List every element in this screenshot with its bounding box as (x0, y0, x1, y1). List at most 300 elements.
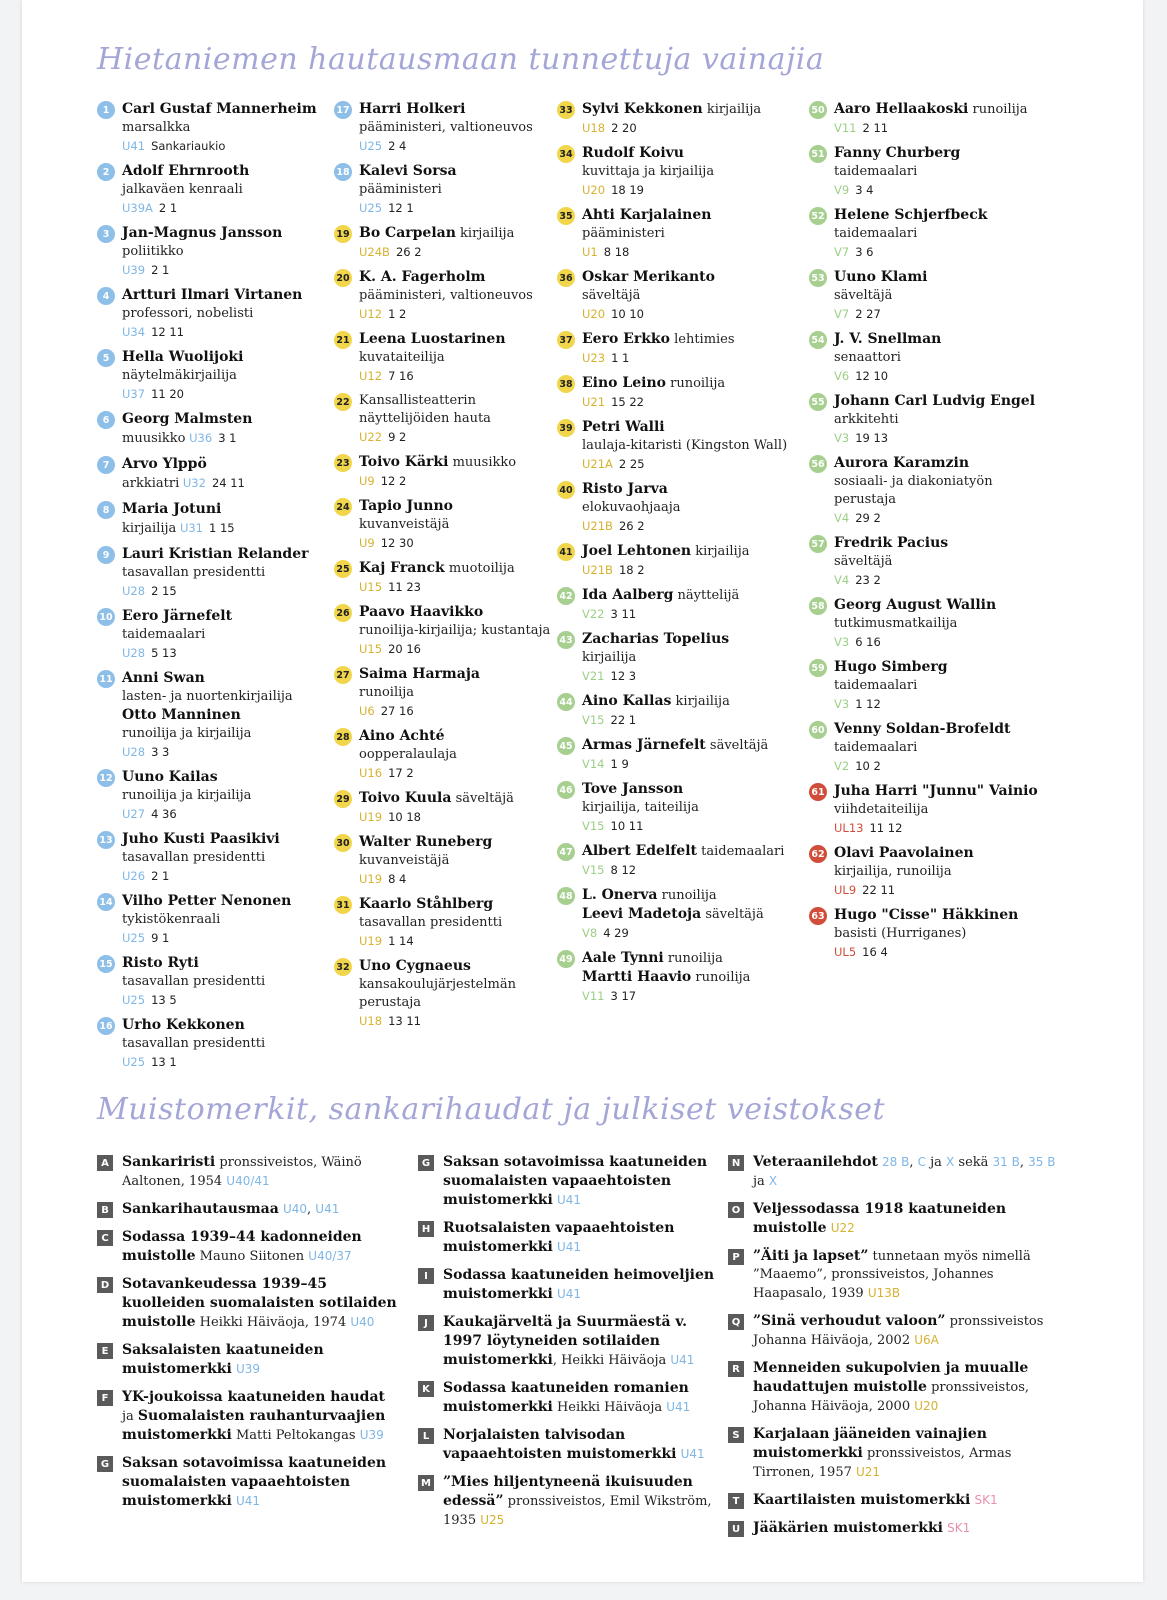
grave-entry[interactable] (557, 886, 802, 942)
person-occupation: kirjailija (460, 226, 515, 241)
grave-number-badge: 15 (97, 955, 115, 973)
grave-entry[interactable] (557, 100, 802, 137)
memorial-title: Veteraanilehdot (753, 1154, 878, 1170)
person-name: Johann Carl Ludvig Engel (834, 393, 1036, 409)
memorial-entry[interactable] (418, 1266, 718, 1304)
memorial-detail: pronssiveistos Johanna Häiväoja, 2002 (753, 1314, 1044, 1348)
person-name: K. A. Fagerholm (359, 269, 486, 285)
grave-text (834, 144, 960, 199)
memorial-entry[interactable] (728, 1247, 1058, 1303)
grave-entry[interactable] (97, 607, 322, 662)
grave-row-number: 26 2 (618, 519, 645, 533)
memorial-entry[interactable] (728, 1425, 1058, 1482)
grave-entry[interactable] (557, 542, 802, 579)
name-line (359, 100, 533, 119)
memorial-detail: , Heikki Häiväoja (552, 1353, 671, 1368)
block-code: V11 (834, 121, 857, 135)
grave-row-number: 10 11 (610, 819, 644, 833)
grave-entry[interactable] (334, 665, 552, 720)
block-code: U41 (556, 1287, 582, 1301)
grave-number-badge: 21 (334, 331, 352, 349)
block-code: U41 (122, 139, 146, 153)
memorial-title: Sodassa 1939–44 kadonneiden muistolle (122, 1229, 362, 1264)
name-line (834, 392, 1035, 411)
block-code: UL5 (834, 945, 857, 959)
memorial-title: Kaartilaisten muistomerkki (753, 1492, 971, 1508)
grave-row-number: 3 6 (855, 245, 874, 259)
name-line (359, 453, 516, 472)
block-code: U34 (122, 325, 146, 339)
person-occupation: taidemaalari (701, 844, 785, 859)
person-name: Tapio Junno (359, 498, 453, 514)
grave-entry[interactable] (557, 949, 802, 1005)
grave-number-badge: 31 (334, 896, 352, 914)
grave-number-badge: 60 (809, 721, 827, 739)
grave-row-number: 13 1 (151, 1055, 177, 1069)
block-code: V7 (834, 245, 850, 259)
memorial-entry[interactable] (728, 1491, 1058, 1510)
grave-entry[interactable] (809, 454, 1039, 527)
person-occupation: senaattori (834, 350, 901, 365)
memorial-text (443, 1219, 718, 1257)
grave-location (359, 367, 506, 385)
grave-row-number: 1 14 (388, 934, 414, 948)
memorial-entry[interactable] (97, 1200, 397, 1219)
grave-entry[interactable] (334, 603, 552, 658)
memorial-entry[interactable] (418, 1153, 718, 1210)
person-occupation: kuvanveistäjä (359, 517, 450, 532)
memorial-letter-badge: L (418, 1428, 434, 1444)
name-line (122, 224, 282, 243)
person-occupation: tutkimusmatkailija (834, 616, 958, 631)
block-code: U22 (830, 1221, 855, 1235)
memorial-title: ”Mies hiljentyneenä ikuisuuden edessä” (443, 1474, 693, 1509)
grave-row-number: 26 2 (395, 245, 422, 259)
block-code: U39 (235, 1362, 261, 1376)
grave-entry[interactable] (809, 392, 1039, 447)
person-occupation: runoilija (661, 888, 717, 903)
block-code: U36 (189, 431, 213, 445)
memorial-entry[interactable] (97, 1153, 397, 1191)
person-name: Otto Manninen (122, 707, 241, 723)
grave-number-badge: 34 (557, 145, 575, 163)
memorial-title: Saksan sotavoimissa kaatuneiden suomalaisten vapaaehtoisten muistomerkki (122, 1455, 387, 1509)
grave-text (834, 454, 1039, 527)
memorial-title: Sodassa kaatuneiden heimoveljien muistomerkki (443, 1267, 715, 1302)
grave-location (582, 181, 714, 199)
person-name: Zacharias Topelius (582, 631, 730, 647)
grave-entry[interactable] (97, 1016, 322, 1071)
memorial-entry[interactable] (418, 1426, 718, 1464)
memorial-title: Norjalaisten talvisodan vapaaehtoisten muistomerkki (443, 1427, 677, 1462)
grave-entry[interactable] (97, 410, 322, 448)
grave-entry[interactable] (97, 545, 322, 600)
grave-text (834, 268, 927, 323)
memorial-entry[interactable] (728, 1153, 1058, 1191)
grave-entry[interactable] (97, 768, 322, 823)
memorial-letter-badge: G (418, 1155, 434, 1171)
grave-location (359, 932, 502, 950)
person-name: Rudolf Koivu (582, 145, 684, 161)
grave-text (359, 497, 453, 552)
grave-location (359, 808, 514, 826)
block-code: X (946, 1155, 955, 1169)
block-code: V8 (582, 926, 598, 940)
grave-entry[interactable] (334, 268, 552, 323)
grave-entry[interactable] (334, 330, 552, 385)
name-line (834, 906, 1018, 925)
grave-number-badge: 32 (334, 958, 352, 976)
memorial-entry[interactable] (418, 1379, 718, 1417)
section-title-memorials: Muistomerkit, sankarihaudat ja julkiset veistokset (97, 1092, 886, 1127)
person-occupation: lasten- ja nuortenkirjailija (122, 689, 293, 704)
grave-entry[interactable] (557, 780, 802, 835)
grave-location (122, 429, 252, 448)
person-occupation: runoilija (972, 102, 1028, 117)
person-occupation: laulaja-kitaristi (Kingston Wall) (582, 438, 788, 453)
grave-entry[interactable] (809, 844, 1039, 899)
grave-row-number: 2 27 (855, 307, 881, 321)
grave-text (359, 603, 550, 658)
grave-entry[interactable] (97, 500, 322, 538)
grave-number-badge: 23 (334, 454, 352, 472)
person-name: Eino Leino (582, 375, 666, 391)
block-code: U41 (666, 1400, 691, 1414)
grave-entry[interactable] (557, 480, 802, 535)
grave-location (122, 1053, 265, 1071)
grave-row-number: 4 36 (151, 807, 177, 821)
grave-entry[interactable] (557, 418, 802, 473)
grave-row-number: 3 1 (218, 431, 237, 445)
block-code: V22 (582, 607, 605, 621)
grave-row-number: 10 2 (855, 759, 881, 773)
block-code: V4 (834, 573, 850, 587)
name-line (834, 100, 1028, 119)
grave-entry[interactable] (557, 330, 802, 367)
grave-entry[interactable] (557, 630, 802, 685)
block-code: SK1 (947, 1521, 971, 1535)
grave-entry[interactable] (557, 206, 802, 261)
person-name: L. Onerva (582, 887, 658, 903)
grave-entry[interactable] (809, 206, 1039, 261)
grave-number-badge: 19 (334, 225, 352, 243)
person-name: Oskar Merikanto (582, 269, 715, 285)
person-occupation: runoilija ja kirjailija (122, 726, 252, 741)
name-line (122, 830, 280, 849)
grave-text (834, 844, 974, 899)
name-line (359, 665, 480, 684)
grave-number-badge: 37 (557, 331, 575, 349)
grave-entry[interactable] (334, 453, 552, 490)
person-name: Vilho Petter Nenonen (122, 893, 292, 909)
block-code: U39 (122, 263, 146, 277)
grave-entry[interactable] (97, 954, 322, 1009)
block-code: U20 (582, 307, 606, 321)
grave-number-badge: 53 (809, 269, 827, 287)
grave-location (834, 881, 974, 899)
grave-text (582, 842, 784, 879)
grave-number-badge: 11 (97, 670, 115, 688)
grave-entry[interactable] (557, 374, 802, 411)
memorial-entry[interactable] (728, 1312, 1058, 1350)
memorial-entry[interactable] (97, 1275, 397, 1332)
block-code: U9 (359, 536, 375, 550)
grave-entry[interactable] (809, 534, 1039, 589)
person-name: Uuno Klami (834, 269, 928, 285)
grave-text (582, 268, 715, 323)
grave-number-badge: 2 (97, 163, 115, 181)
person-occupation: runoilija-kirjailija; kustantaja (359, 623, 551, 638)
grave-row-number: 8 12 (610, 863, 637, 877)
person-name: Ida Aalberg (582, 587, 674, 603)
grave-text (122, 348, 243, 403)
grave-row-number: 27 16 (380, 704, 414, 718)
grave-entry[interactable] (334, 559, 552, 596)
name-line (834, 596, 996, 615)
grave-number-badge: 3 (97, 225, 115, 243)
memorial-text (753, 1153, 1058, 1191)
block-code: UL9 (834, 883, 857, 897)
grave-location (834, 181, 960, 199)
grave-text (359, 162, 457, 217)
grave-row-number: 24 11 (211, 476, 245, 490)
person-occupation: arkkiatri (122, 476, 180, 491)
grave-entry[interactable] (809, 782, 1039, 837)
person-name: Albert Edelfelt (582, 843, 697, 859)
person-occupation: basisti (Hurriganes) (834, 926, 967, 941)
grave-location (122, 474, 245, 493)
grave-entry[interactable] (97, 162, 322, 217)
memorial-entry[interactable] (418, 1219, 718, 1257)
grave-row-number: 12 30 (380, 536, 414, 550)
memorial-text (753, 1359, 1058, 1416)
block-code: U41 (556, 1240, 582, 1254)
grave-location (834, 509, 1039, 527)
memorial-detail: pronssiveistos, Wäinö Aaltonen, 1954 (122, 1155, 362, 1189)
person-occupation: muotoilija (448, 561, 515, 576)
grave-location (359, 428, 552, 446)
grave-number-badge: 41 (557, 543, 575, 561)
grave-text (122, 286, 302, 341)
memorial-text (753, 1519, 970, 1538)
grave-row-number: 17 2 (388, 766, 414, 780)
memorial-entry[interactable] (97, 1341, 397, 1379)
name-line (122, 286, 302, 305)
grave-text (359, 727, 457, 782)
grave-row-number: 8 18 (603, 245, 630, 259)
grave-number-badge: 47 (557, 843, 575, 861)
name-line (359, 727, 457, 746)
name-line (582, 905, 764, 924)
grave-location (122, 743, 293, 761)
grave-location (582, 305, 715, 323)
block-code: U21 (582, 395, 606, 409)
name-line (122, 892, 291, 911)
grave-row-number: 22 11 (862, 883, 896, 897)
grave-entry[interactable] (809, 658, 1039, 713)
grave-entry[interactable] (334, 392, 552, 446)
person-occupation: sosiaali- ja diakoniatyön perustaja (834, 474, 993, 507)
memorial-entry[interactable] (97, 1228, 397, 1266)
name-line (359, 497, 453, 516)
grave-entry[interactable] (334, 224, 552, 261)
grave-entry[interactable] (809, 330, 1039, 385)
block-code: X (768, 1174, 778, 1188)
grave-entry[interactable] (809, 720, 1039, 775)
person-name: Joel Lehtonen (582, 543, 692, 559)
grave-text (834, 392, 1035, 447)
grave-entry[interactable] (334, 100, 552, 155)
grave-text (122, 830, 280, 885)
grave-row-number: 9 1 (151, 931, 170, 945)
grave-entry[interactable] (334, 789, 552, 826)
person-name: Leena Luostarinen (359, 331, 506, 347)
grave-entry[interactable] (97, 892, 322, 947)
grave-entry[interactable] (557, 736, 802, 773)
grave-row-number: 2 25 (618, 457, 645, 471)
grave-number-badge: 30 (334, 834, 352, 852)
grave-number-badge: 52 (809, 207, 827, 225)
name-line (582, 206, 711, 225)
grave-entry[interactable] (557, 144, 802, 199)
grave-location (834, 757, 1011, 775)
grave-text (582, 542, 750, 579)
memorial-text (122, 1228, 397, 1266)
grave-row-number: 19 13 (855, 431, 889, 445)
grave-entry[interactable] (334, 833, 552, 888)
person-name: Risto Jarva (582, 481, 668, 497)
person-occupation: pääministeri (359, 182, 442, 197)
grave-entry[interactable] (809, 268, 1039, 323)
grave-location (359, 199, 457, 217)
grave-text (582, 586, 739, 623)
grave-entry[interactable] (557, 842, 802, 879)
block-code: U19 (359, 872, 383, 886)
memorial-entry[interactable] (418, 1473, 718, 1530)
grave-text (359, 453, 516, 490)
memorial-letter-badge: E (97, 1343, 113, 1359)
grave-entry[interactable] (97, 100, 322, 155)
grave-entry[interactable] (557, 692, 802, 729)
grave-text (582, 886, 764, 942)
memorial-title: Sodassa kaatuneiden romanien muistomerkki (443, 1380, 689, 1415)
name-line (582, 480, 681, 499)
grave-entry[interactable] (809, 144, 1039, 199)
grave-location (359, 534, 453, 552)
grave-entry[interactable] (97, 348, 322, 403)
grave-entry[interactable] (97, 224, 322, 279)
memorial-title: Sankarihautausmaa (122, 1201, 279, 1217)
person-name: Fanny Churberg (834, 145, 961, 161)
grave-entry[interactable] (809, 906, 1039, 961)
person-occupation: säveltäjä (709, 738, 769, 753)
grave-text (359, 833, 492, 888)
person-occupation: pääministeri, valtioneuvos (359, 288, 533, 303)
grave-location (122, 199, 249, 217)
memorial-entry[interactable] (728, 1519, 1058, 1538)
person-name: Eero Järnefelt (122, 608, 233, 624)
name-line (582, 736, 768, 755)
section-title-graves: Hietaniemen hautausmaan tunnettuja vainajia (97, 42, 825, 77)
grave-entry[interactable] (334, 497, 552, 552)
grave-text (122, 500, 235, 538)
grave-row-number: 16 4 (862, 945, 888, 959)
grave-text (122, 224, 282, 279)
grave-number-badge: 29 (334, 790, 352, 808)
grave-entry[interactable] (97, 455, 322, 493)
grave-entry[interactable] (557, 586, 802, 623)
memorial-column-1 (97, 1153, 397, 1520)
grave-entry[interactable] (557, 268, 802, 323)
grave-number-badge: 17 (334, 101, 352, 119)
grave-location (359, 243, 514, 261)
person-occupation: marsalkka (122, 120, 191, 135)
name-line (582, 418, 787, 437)
grave-row-number: 12 3 (610, 669, 637, 683)
grave-row-number: 29 2 (855, 511, 881, 525)
grave-row-number: 5 13 (151, 646, 177, 660)
grave-location (582, 817, 699, 835)
person-occupation: oopperalaulaja (359, 747, 457, 762)
grave-text (582, 949, 750, 1005)
grave-entry[interactable] (334, 727, 552, 782)
grave-text (359, 268, 533, 323)
name-line (359, 330, 506, 349)
person-occupation: kansakoulujärjestelmän perustaja (359, 977, 516, 1010)
block-code: U24B (359, 245, 390, 259)
memorial-entry[interactable] (728, 1359, 1058, 1416)
grave-number-badge: 16 (97, 1017, 115, 1035)
grave-entry[interactable] (334, 957, 552, 1030)
memorial-detail: Matti Peltokangas (231, 1428, 360, 1443)
memorial-letter-badge: Q (728, 1314, 744, 1330)
memorial-text (753, 1491, 998, 1510)
grave-row-number: 2 11 (862, 121, 889, 135)
person-name: Anni Swan (122, 670, 205, 686)
block-code: U31 (179, 521, 204, 535)
memorial-detail: Mauno Siitonen (195, 1249, 309, 1264)
block-code: U21B (582, 519, 613, 533)
grave-entry[interactable] (97, 830, 322, 885)
grave-entry[interactable] (97, 669, 322, 761)
grave-location (582, 711, 730, 729)
memorial-entry[interactable] (97, 1388, 397, 1445)
grave-number-badge: 50 (809, 101, 827, 119)
grave-column-2 (334, 100, 552, 1037)
memorial-entry[interactable] (728, 1200, 1058, 1238)
name-line (582, 144, 714, 163)
memorial-detail: ja (926, 1155, 947, 1170)
grave-number-badge: 49 (557, 950, 575, 968)
person-occupation: säveltäjä (582, 288, 641, 303)
memorial-title: Saksan sotavoimissa kaatuneiden suomalaisten vapaaehtoisten muistomerkki (443, 1154, 708, 1208)
memorial-entry[interactable] (418, 1313, 718, 1370)
grave-text (582, 480, 681, 535)
grave-location (834, 695, 948, 713)
grave-entry[interactable] (809, 100, 1039, 137)
grave-entry[interactable] (809, 596, 1039, 651)
memorial-letter-badge: U (728, 1521, 744, 1537)
memorial-entry[interactable] (97, 1454, 397, 1511)
person-occupation: tasavallan presidentti (359, 915, 503, 930)
grave-text (834, 596, 996, 651)
person-occupation: kuvataiteilija (359, 350, 445, 365)
grave-number-badge: 5 (97, 349, 115, 367)
memorial-text (443, 1426, 718, 1464)
grave-entry[interactable] (334, 162, 552, 217)
grave-entry[interactable] (334, 895, 552, 950)
grave-entry[interactable] (97, 286, 322, 341)
